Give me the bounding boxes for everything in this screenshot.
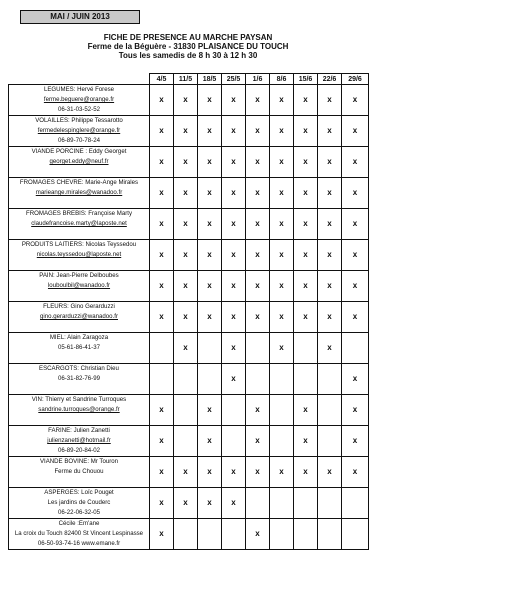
attendance-mark: x	[294, 147, 318, 178]
attendance-mark: x	[150, 147, 174, 178]
vendor-cell	[9, 209, 150, 240]
attendance-mark: x	[270, 271, 294, 302]
attendance-mark: x	[198, 85, 222, 116]
attendance-mark	[294, 333, 318, 364]
vendor-cell	[9, 116, 150, 147]
attendance-mark: x	[174, 85, 198, 116]
vendor-email: sandrine.turroques@orange.fr	[38, 406, 120, 413]
attendance-mark: x	[150, 457, 174, 488]
vendor-rows	[9, 85, 369, 550]
attendance-mark	[246, 333, 270, 364]
vendor-name: FROMAGES CHEVRE: Marie-Ange Mirales	[19, 179, 139, 186]
vendor-row	[9, 85, 369, 116]
vendor-row	[9, 457, 369, 488]
vendor-cell	[9, 302, 150, 333]
attendance-mark	[318, 395, 342, 426]
attendance-mark	[150, 333, 174, 364]
vendor-detail	[11, 384, 147, 394]
vendor-detail: 06-31-03-52-52	[57, 106, 100, 113]
vendor-name: PAIN: Jean-Pierre Delboubes	[39, 272, 119, 279]
document-header	[74, 33, 302, 60]
attendance-mark: x	[174, 333, 198, 364]
vendor-name: VIANDE BOVINE: Mr Touron	[39, 458, 119, 465]
attendance-mark: x	[174, 488, 198, 519]
attendance-mark	[294, 519, 318, 550]
attendance-mark: x	[174, 178, 198, 209]
attendance-mark: x	[222, 302, 246, 333]
attendance-mark: x	[198, 147, 222, 178]
attendance-mark: x	[198, 395, 222, 426]
attendance-mark: x	[270, 333, 294, 364]
vendor-name: FARINE: Julien Zanetti	[48, 427, 110, 434]
vendor-row	[9, 271, 369, 302]
attendance-mark: x	[342, 209, 369, 240]
attendance-mark: x	[150, 395, 174, 426]
attendance-mark	[270, 426, 294, 457]
attendance-mark: x	[342, 457, 369, 488]
vendor-detail: 06-89-20-84-02	[57, 447, 100, 454]
vendor-row	[9, 302, 369, 333]
vendor-detail	[11, 477, 147, 487]
attendance-mark: x	[318, 302, 342, 333]
vendor-email: louboulbil@wanadoo.fr	[47, 282, 111, 289]
vendor-email: julienzanetti@hotmail.fr	[47, 437, 111, 444]
vendor-cell	[9, 364, 150, 395]
attendance-mark	[318, 426, 342, 457]
attendance-mark: x	[270, 147, 294, 178]
vendor-email: georget.eddy@neuf.fr	[49, 158, 109, 165]
attendance-mark	[198, 519, 222, 550]
vendor-detail	[11, 322, 147, 332]
vendor-email: claudefrancoise.marty@laposte.net	[31, 220, 127, 227]
attendance-mark: x	[222, 333, 246, 364]
vendor-email: fermedelespinglere@orange.fr	[37, 127, 121, 134]
attendance-mark	[270, 364, 294, 395]
attendance-mark: x	[246, 426, 270, 457]
date-header-row	[9, 74, 369, 85]
attendance-mark	[318, 488, 342, 519]
vendor-name: PRODUITS LAITIERS: Nicolas Teyssedou	[21, 241, 137, 248]
date-header: 18/5	[198, 74, 222, 85]
attendance-mark: x	[342, 364, 369, 395]
date-header: 25/5	[222, 74, 246, 85]
document-hours: Tous les samedis de 8 h 30 à 12 h 30	[118, 51, 258, 60]
attendance-mark: x	[318, 85, 342, 116]
attendance-mark	[198, 364, 222, 395]
attendance-mark: x	[174, 457, 198, 488]
attendance-mark: x	[318, 209, 342, 240]
vendor-name: MIEL: Alain Zaragoza	[49, 334, 109, 341]
vendor-row	[9, 178, 369, 209]
vendor-name: VIANDE PORCINE : Eddy Georget	[31, 148, 127, 155]
attendance-mark: x	[198, 240, 222, 271]
attendance-mark: x	[342, 302, 369, 333]
attendance-mark	[174, 395, 198, 426]
attendance-mark: x	[294, 85, 318, 116]
vendor-row	[9, 395, 369, 426]
vendor-cell	[9, 85, 150, 116]
attendance-mark	[198, 333, 222, 364]
attendance-mark	[270, 519, 294, 550]
attendance-mark	[342, 519, 369, 550]
attendance-mark: x	[198, 116, 222, 147]
attendance-mark: x	[294, 457, 318, 488]
attendance-mark: x	[246, 209, 270, 240]
vendor-name: ESCARGOTS: Christian Dieu	[39, 365, 119, 372]
attendance-mark	[342, 488, 369, 519]
attendance-mark: x	[318, 178, 342, 209]
attendance-mark	[318, 364, 342, 395]
date-header: 29/6	[342, 74, 369, 85]
vendor-detail: Ferme du Chouou	[54, 468, 104, 475]
attendance-mark: x	[198, 426, 222, 457]
attendance-mark: x	[222, 457, 246, 488]
attendance-mark: x	[150, 271, 174, 302]
vendor-cell	[9, 147, 150, 178]
vendor-row	[9, 488, 369, 519]
vendor-name: FROMAGES BREBIS: Françoise Marty	[26, 210, 132, 217]
vendor-name: Cécile :Em'ane	[58, 520, 100, 527]
attendance-mark: x	[222, 85, 246, 116]
vendor-detail: La croix du Touch 82400 St Vincent Lespinasse	[14, 530, 144, 537]
attendance-mark: x	[246, 395, 270, 426]
attendance-mark: x	[246, 271, 270, 302]
attendance-mark: x	[246, 116, 270, 147]
vendor-cell	[9, 426, 150, 457]
attendance-mark: x	[342, 271, 369, 302]
attendance-mark: x	[342, 85, 369, 116]
attendance-mark: x	[342, 395, 369, 426]
vendor-detail	[11, 415, 147, 425]
attendance-table	[8, 73, 369, 550]
attendance-mark: x	[174, 302, 198, 333]
vendor-name: LEGUMES: Hervé Forese	[43, 86, 115, 93]
attendance-mark: x	[174, 209, 198, 240]
vendor-name: VOLAILLES: Philippe Tessarotto	[35, 117, 123, 124]
date-header: 11/5	[174, 74, 198, 85]
vendor-detail	[11, 229, 147, 239]
vendor-row	[9, 333, 369, 364]
vendor-name: ASPERGES: Loïc Pouget	[44, 489, 114, 496]
vendor-cell	[9, 178, 150, 209]
vendor-cell	[9, 395, 150, 426]
vendor-row	[9, 209, 369, 240]
vendor-email: marieange.mirales@wanadoo.fr	[35, 189, 123, 196]
vendor-detail: 05-61-86-41-37	[57, 344, 100, 351]
attendance-mark: x	[246, 240, 270, 271]
attendance-mark: x	[342, 178, 369, 209]
attendance-mark: x	[318, 271, 342, 302]
attendance-mark	[222, 395, 246, 426]
attendance-mark: x	[198, 271, 222, 302]
vendor-name: FLEURS: Gino Gerarduzzi	[43, 303, 115, 310]
attendance-mark: x	[150, 209, 174, 240]
attendance-mark	[342, 333, 369, 364]
attendance-mark	[222, 519, 246, 550]
attendance-mark: x	[270, 302, 294, 333]
vendor-detail: 06-89-70-78-24	[57, 137, 100, 144]
date-header: 15/6	[294, 74, 318, 85]
vendor-cell	[9, 519, 150, 550]
vendor-name: VIN: Thierry et Sandrine Turroques	[31, 396, 127, 403]
attendance-mark	[174, 364, 198, 395]
attendance-mark: x	[150, 519, 174, 550]
vendor-detail	[11, 198, 147, 208]
attendance-mark: x	[198, 302, 222, 333]
attendance-mark: x	[198, 488, 222, 519]
attendance-mark	[150, 364, 174, 395]
attendance-mark: x	[150, 178, 174, 209]
attendance-mark: x	[270, 240, 294, 271]
vendor-detail	[11, 167, 147, 177]
attendance-mark	[270, 488, 294, 519]
attendance-mark: x	[342, 426, 369, 457]
attendance-mark: x	[198, 457, 222, 488]
attendance-mark: x	[294, 271, 318, 302]
vendor-detail: 06-50-93-74-16 www.emane.fr	[37, 540, 121, 547]
vendor-cell	[9, 240, 150, 271]
attendance-mark: x	[270, 209, 294, 240]
attendance-mark: x	[294, 240, 318, 271]
attendance-mark: x	[318, 333, 342, 364]
attendance-mark: x	[294, 116, 318, 147]
vendor-detail	[11, 291, 147, 301]
vendor-cell	[9, 457, 150, 488]
attendance-mark: x	[174, 116, 198, 147]
vendor-cell	[9, 488, 150, 519]
attendance-mark: x	[222, 240, 246, 271]
vendor-cell	[9, 333, 150, 364]
attendance-mark	[174, 519, 198, 550]
attendance-mark: x	[246, 302, 270, 333]
attendance-mark: x	[342, 240, 369, 271]
attendance-mark: x	[198, 209, 222, 240]
vendor-detail: Les jardins de Couderc	[47, 499, 111, 506]
vendor-cell	[9, 271, 150, 302]
vendor-row	[9, 116, 369, 147]
attendance-mark: x	[222, 364, 246, 395]
attendance-mark	[318, 519, 342, 550]
attendance-mark: x	[246, 147, 270, 178]
attendance-mark: x	[222, 271, 246, 302]
document-title: FICHE DE PRESENCE AU MARCHE PAYSAN	[103, 33, 273, 42]
attendance-mark: x	[294, 395, 318, 426]
attendance-mark: x	[150, 488, 174, 519]
vendor-row	[9, 147, 369, 178]
attendance-mark: x	[270, 457, 294, 488]
attendance-mark: x	[270, 116, 294, 147]
date-header: 22/6	[318, 74, 342, 85]
attendance-mark: x	[342, 116, 369, 147]
document-location: Ferme de la Béguère - 31830 PLAISANCE DU TOUCH	[87, 42, 289, 51]
attendance-mark	[294, 488, 318, 519]
vendor-row	[9, 426, 369, 457]
date-header: 8/6	[270, 74, 294, 85]
attendance-mark	[246, 488, 270, 519]
attendance-mark: x	[246, 457, 270, 488]
attendance-mark: x	[294, 209, 318, 240]
attendance-mark: x	[174, 147, 198, 178]
attendance-mark	[294, 364, 318, 395]
attendance-mark: x	[150, 426, 174, 457]
attendance-mark	[174, 426, 198, 457]
vendor-row	[9, 364, 369, 395]
attendance-mark: x	[294, 426, 318, 457]
attendance-mark: x	[222, 488, 246, 519]
attendance-mark: x	[222, 147, 246, 178]
attendance-mark: x	[294, 302, 318, 333]
attendance-mark: x	[318, 457, 342, 488]
vendor-email: nicolas.teyssedou@laposte.net	[36, 251, 122, 258]
attendance-mark: x	[222, 116, 246, 147]
date-header: 1/6	[246, 74, 270, 85]
table-corner	[9, 74, 150, 85]
attendance-mark	[270, 395, 294, 426]
vendor-detail: 06-31-82-76-99	[57, 375, 100, 382]
attendance-mark: x	[318, 240, 342, 271]
attendance-mark: x	[270, 178, 294, 209]
attendance-mark: x	[246, 519, 270, 550]
attendance-mark	[246, 364, 270, 395]
attendance-mark: x	[174, 271, 198, 302]
vendor-detail: 06-22-06-32-05	[57, 509, 100, 516]
vendor-email: gino.gerarduzzi@wanadoo.fr	[39, 313, 118, 320]
attendance-mark: x	[294, 178, 318, 209]
attendance-mark: x	[150, 240, 174, 271]
attendance-mark: x	[246, 178, 270, 209]
period-badge: MAI / JUIN 2013	[20, 10, 140, 24]
attendance-mark: x	[150, 302, 174, 333]
attendance-mark: x	[198, 178, 222, 209]
vendor-row	[9, 240, 369, 271]
vendor-detail	[11, 353, 147, 363]
attendance-mark: x	[150, 85, 174, 116]
vendor-detail	[11, 260, 147, 270]
attendance-mark: x	[246, 85, 270, 116]
attendance-mark: x	[150, 116, 174, 147]
vendor-email: ferme.beguere@orange.fr	[43, 96, 115, 103]
attendance-mark: x	[270, 85, 294, 116]
attendance-mark: x	[318, 147, 342, 178]
date-header: 4/5	[150, 74, 174, 85]
attendance-mark: x	[174, 240, 198, 271]
vendor-row	[9, 519, 369, 550]
attendance-mark: x	[222, 178, 246, 209]
attendance-mark: x	[318, 116, 342, 147]
attendance-mark: x	[222, 209, 246, 240]
attendance-mark	[222, 426, 246, 457]
attendance-mark: x	[342, 147, 369, 178]
